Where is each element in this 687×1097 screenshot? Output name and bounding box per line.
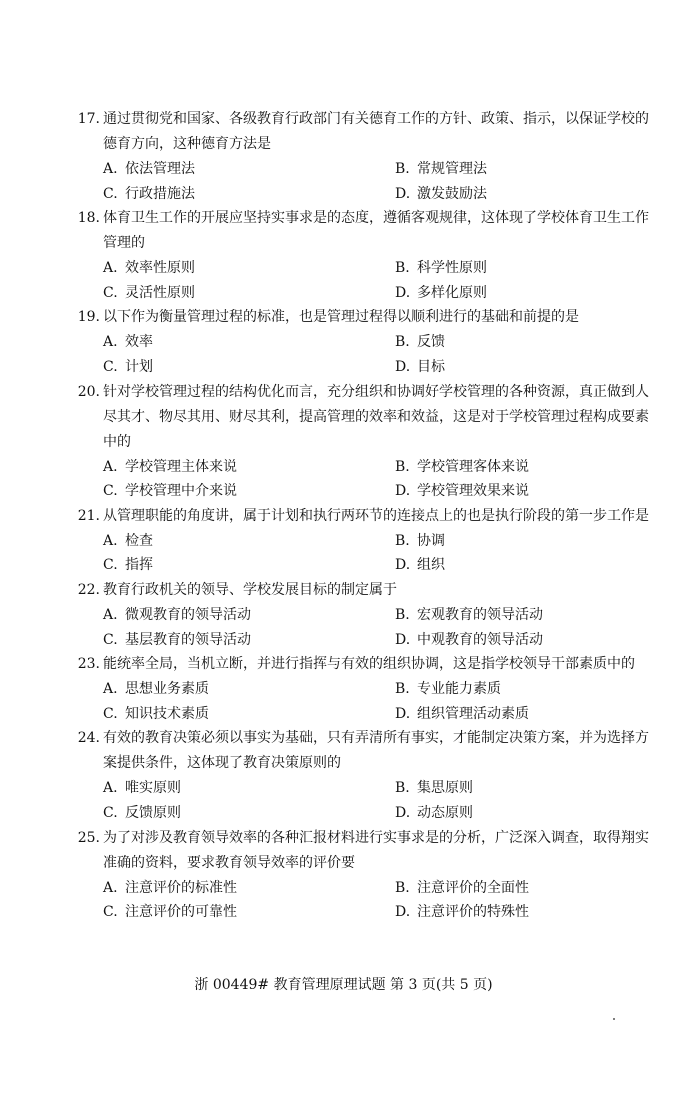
option-text: 组织 [417,557,445,574]
option-letter: B. [395,532,410,549]
option-letter: C. [103,483,118,500]
option-text: 效率 [125,334,153,351]
question-stem [70,578,654,603]
question-number: 20. [77,383,100,400]
option-letter: A. [103,606,118,623]
question-text: 有效的教育决策必须以事实为基础，只有弄清所有事实，才能制定决策方案，并为选择方案提供条件，这体现了教育决策原则的 [103,730,649,772]
option-text: 知识技术素质 [125,705,209,722]
answer-option [395,529,445,554]
answer-option [103,455,395,480]
answer-option [395,677,501,702]
answer-option [103,157,395,182]
option-row [70,455,654,480]
option-text: 目标 [417,358,445,375]
option-row [70,479,654,504]
option-letter: B. [395,334,410,351]
option-letter: A. [103,681,118,698]
option-text: 组织管理活动素质 [417,705,529,722]
option-letter: C. [103,185,118,202]
option-letter: A. [103,532,118,549]
option-text: 检查 [125,532,153,549]
answer-option [103,801,395,826]
question-item [70,380,654,504]
option-text: 思想业务素质 [125,681,209,698]
answer-option [103,529,395,554]
answer-option [103,603,395,628]
option-text: 依法管理法 [125,161,195,177]
answer-option [395,628,543,653]
option-letter: D. [395,483,411,500]
question-text: 针对学校管理过程的结构优化而言，充分组织和协调好学校管理的各种资源，真正做到人尽其才、物尽其用、财尽其利，提高管理的效率和效益，这是对于学校管理过程构成要素中的 [103,383,649,450]
option-letter: D. [395,904,411,921]
question-stem [70,652,654,677]
question-stem [70,504,654,529]
answer-option [103,677,395,702]
question-stem [70,826,654,876]
answer-option [395,330,445,355]
option-text: 注意评价的标准性 [125,879,237,896]
option-row [70,776,654,801]
option-letter: D. [395,284,411,301]
option-row [70,702,654,727]
scan-speck [613,1018,615,1020]
option-letter: C. [103,804,118,821]
option-row [70,900,654,925]
option-text: 学校管理中介来说 [125,483,237,500]
answer-option [103,479,395,504]
answer-option [395,182,487,207]
option-text: 动态原则 [417,804,473,821]
option-row [70,603,654,628]
option-letter: B. [395,780,410,797]
option-row [70,553,654,578]
question-item [70,206,654,305]
question-stem [70,107,654,157]
option-text: 专业能力素质 [417,681,501,698]
answer-option [395,157,487,182]
option-letter: A. [103,334,118,351]
option-text: 科学性原则 [417,260,487,277]
option-letter: A. [103,458,118,475]
question-text: 能统率全局，当机立断，并进行指挥与有效的组织协调，这是指学校领导干部素质中的 [103,656,635,673]
option-text: 协调 [417,532,445,549]
page-footer: 浙 00449# 教育管理原理试题 第 3 页(共 5 页) [194,977,493,993]
option-text: 行政措施法 [125,185,195,202]
answer-option [395,553,445,578]
question-number: 23. [77,656,100,673]
option-letter: C. [103,284,118,301]
question-item [70,652,654,726]
option-letter: C. [103,358,118,375]
option-row [70,801,654,826]
question-number: 18. [77,210,100,227]
answer-option [103,553,395,578]
option-text: 注意评价的全面性 [417,879,529,896]
option-text: 集思原则 [417,780,473,797]
answer-option [103,702,395,727]
question-stem [70,726,654,776]
option-letter: B. [395,260,410,277]
question-number: 22. [77,581,100,598]
question-stem [70,206,654,256]
answer-option [103,281,395,306]
answer-option [103,876,395,901]
answer-option [103,628,395,653]
option-text: 中观教育的领导活动 [417,631,543,648]
question-number: 17. [77,111,100,127]
option-letter: B. [395,458,410,475]
option-row [70,157,654,182]
option-text: 灵活性原则 [125,284,195,301]
question-text: 体育卫生工作的开展应坚持实事求是的态度，遵循客观规律，这体现了学校体育卫生工作管理的 [103,210,649,252]
option-letter: B. [395,161,410,177]
option-row [70,876,654,901]
question-item [70,826,654,925]
question-number: 21. [77,507,100,524]
option-row [70,529,654,554]
option-letter: B. [395,606,410,623]
option-text: 基层教育的领导活动 [125,631,251,648]
answer-option [395,355,445,380]
answer-option [103,256,395,281]
question-item [70,305,654,379]
answer-option [103,355,395,380]
option-text: 学校管理效果来说 [417,483,529,500]
option-text: 计划 [125,358,153,375]
option-row [70,182,654,207]
answer-option [103,330,395,355]
question-stem [70,305,654,330]
question-number: 25. [77,829,100,846]
option-text: 学校管理客体来说 [417,458,529,475]
question-text: 从管理职能的角度讲，属于计划和执行两环节的连接点上的也是执行阶段的第一步工作是 [103,507,649,524]
option-text: 注意评价的特殊性 [417,904,529,921]
option-text: 反馈 [417,334,445,351]
option-text: 唯实原则 [125,780,181,797]
answer-option [395,603,543,628]
question-text: 通过贯彻党和国家、各级教育行政部门有关德育工作的方针、政策、指示，以保证学校的德育方向，这种德育方法是 [103,111,649,152]
option-text: 微观教育的领导活动 [125,606,251,623]
answer-option [395,479,529,504]
option-letter: A. [103,879,118,896]
option-row [70,281,654,306]
question-text: 为了对涉及教育领导效率的各种汇报材料进行实事求是的分析，广泛深入调查，取得翔实准确的资料，要求教育领导效率的评价要 [103,829,649,871]
answer-option [395,900,529,925]
option-letter: A. [103,780,118,797]
question-text: 以下作为衡量管理过程的标准，也是管理过程得以顺利进行的基础和前提的是 [103,309,579,326]
option-text: 宏观教育的领导活动 [417,606,543,623]
option-text: 效率性原则 [125,260,195,277]
option-row [70,677,654,702]
option-text: 学校管理主体来说 [125,458,237,475]
option-letter: B. [395,879,410,896]
option-row [70,355,654,380]
question-item [70,726,654,825]
option-letter: A. [103,161,118,177]
answer-option [103,900,395,925]
option-text: 指挥 [125,557,153,574]
answer-option [395,455,529,480]
answer-option [395,281,487,306]
question-text: 教育行政机关的领导、学校发展目标的制定属于 [103,581,397,598]
answer-option [395,801,473,826]
option-letter: D. [395,557,411,574]
option-text: 激发鼓励法 [417,185,487,202]
option-letter: D. [395,185,411,202]
question-item [70,578,654,652]
option-letter: D. [395,358,411,375]
option-letter: B. [395,681,410,698]
question-stem [70,380,654,455]
option-letter: A. [103,260,118,277]
option-row [70,256,654,281]
option-text: 常规管理法 [417,161,487,177]
option-letter: D. [395,631,411,648]
option-text: 反馈原则 [125,804,181,821]
option-row [70,628,654,653]
option-letter: D. [395,804,411,821]
option-text: 多样化原则 [417,284,487,301]
option-row [70,330,654,355]
answer-option [395,876,529,901]
option-letter: C. [103,904,118,921]
answer-option [395,702,529,727]
option-text: 注意评价的可靠性 [125,904,237,921]
option-letter: C. [103,557,118,574]
answer-option [395,256,487,281]
question-item [70,107,654,206]
answer-option [103,182,395,207]
option-letter: D. [395,705,411,722]
question-item [70,504,654,578]
question-number: 24. [77,730,100,747]
question-number: 19. [77,309,100,326]
option-letter: C. [103,705,118,722]
answer-option [395,776,473,801]
question-list [70,107,654,925]
answer-option [103,776,395,801]
option-letter: C. [103,631,118,648]
